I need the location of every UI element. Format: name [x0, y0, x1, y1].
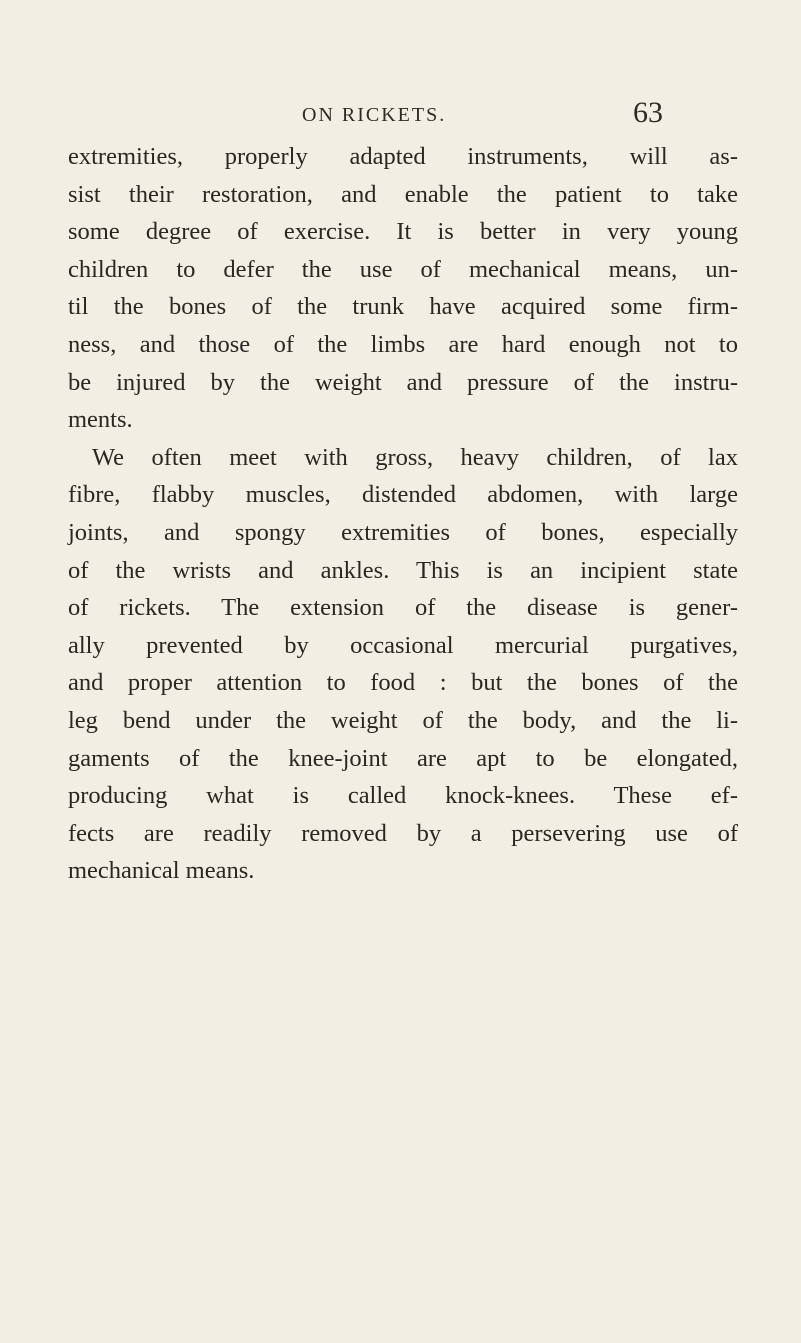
page-number: 63: [633, 96, 663, 129]
paragraph-1: [68, 138, 738, 439]
text-line: ness, and those of the limbs are hard enough not to: [68, 330, 738, 358]
paragraph-2: [68, 439, 738, 890]
body-text: [68, 138, 738, 890]
text-line: fects are readily removed by a persevering use of: [68, 819, 738, 847]
text-line: of the wrists and ankles. This is an incipient state: [68, 556, 738, 584]
running-head: [0, 96, 801, 134]
running-title: ON RICKETS.: [302, 104, 447, 126]
text-line: ments.: [68, 406, 133, 434]
text-line: sist their restoration, and enable the patient to take: [68, 180, 738, 208]
text-line: extremities, properly adapted instruments, will as-: [68, 143, 738, 170]
text-line: be injured by the weight and pressure of the instru-: [68, 368, 738, 396]
text-line: producing what is called knock-knees. These ef-: [68, 782, 738, 810]
text-line: ally prevented by occasional mercurial purgatives,: [68, 631, 738, 659]
text-line: children to defer the use of mechanical means, un-: [68, 255, 738, 283]
text-line: and proper attention to food : but the bones of the: [68, 669, 738, 697]
text-line: mechanical means.: [68, 857, 255, 885]
text-line: leg bend under the weight of the body, and the li-: [68, 706, 738, 734]
text-line: We often meet with gross, heavy children, of lax: [92, 443, 738, 471]
text-line: some degree of exercise. It is better in very young: [68, 218, 738, 246]
text-line: of rickets. The extension of the disease is gener-: [68, 594, 738, 622]
text-line: gaments of the knee-joint are apt to be elongated,: [68, 744, 738, 772]
text-line: til the bones of the trunk have acquired some firm-: [68, 293, 738, 321]
text-line: fibre, flabby muscles, distended abdomen, with large: [68, 481, 738, 509]
text-line: joints, and spongy extremities of bones, especially: [68, 518, 738, 546]
